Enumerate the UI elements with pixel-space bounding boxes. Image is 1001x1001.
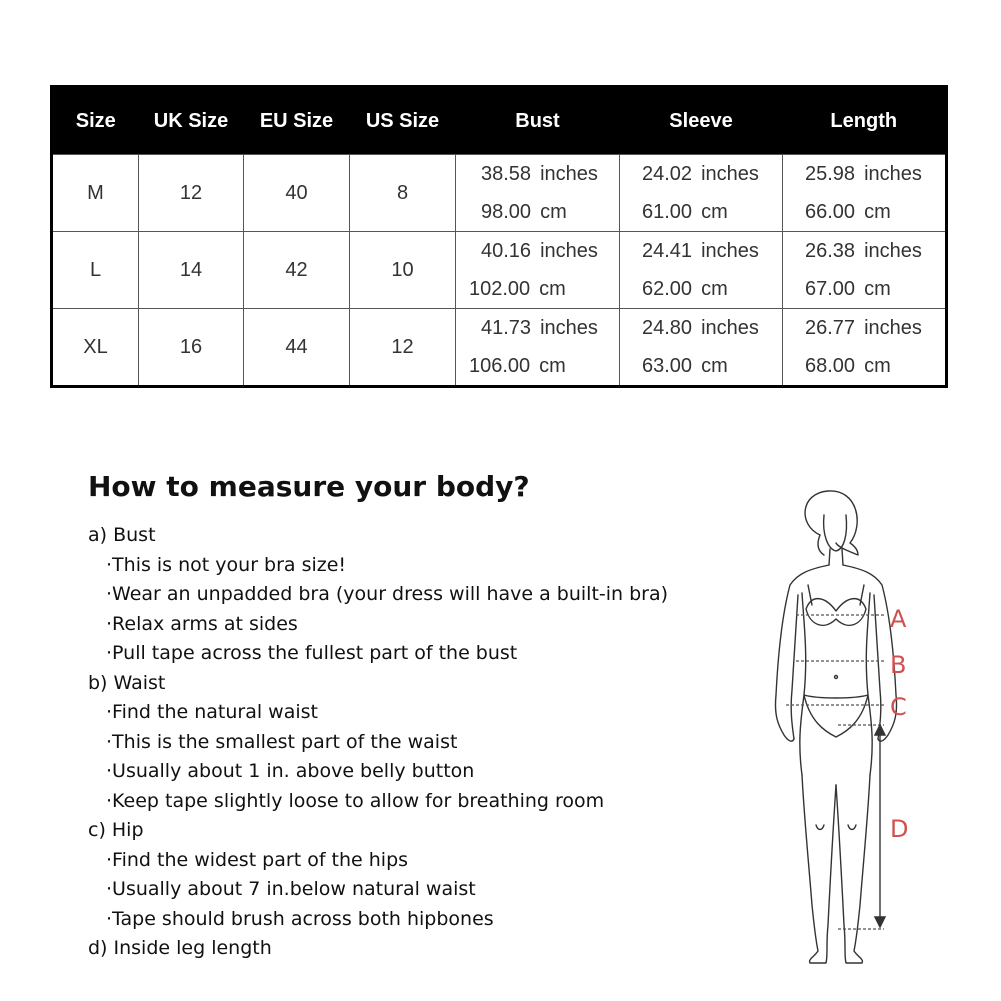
body-outline-icon xyxy=(758,485,928,965)
cell-sleeve xyxy=(620,309,783,387)
length-cm-value: 66.00 xyxy=(805,201,856,223)
label-d: D xyxy=(890,815,909,843)
cell-sleeve xyxy=(620,232,783,309)
unit-cm-label: cm xyxy=(701,355,728,377)
instruction-item: ·Keep tape slightly loose to allow for breathing room xyxy=(106,789,605,812)
cell-uk-size: 16 xyxy=(139,309,244,387)
header-length: Length xyxy=(783,87,947,155)
sleeve-cm-value: 62.00 xyxy=(642,278,693,300)
length-inches-value: 26.77 xyxy=(805,317,856,339)
section-heading-bust: a) Bust xyxy=(88,524,156,546)
cell-length xyxy=(783,309,947,387)
instruction-item: ·This is the smallest part of the waist xyxy=(106,730,458,753)
cell-uk-size: 14 xyxy=(139,232,244,309)
bust-cm-value: 98.00 xyxy=(481,201,532,223)
bust-inches-value: 40.16 xyxy=(481,240,532,262)
length-cm-value: 67.00 xyxy=(805,278,856,300)
cell-length xyxy=(783,155,947,232)
cell-bust xyxy=(456,309,620,387)
sleeve-cm-value: 61.00 xyxy=(642,201,693,223)
unit-cm-label: cm xyxy=(864,355,891,377)
instruction-item: ·Usually about 1 in. above belly button xyxy=(106,760,475,782)
bust-inches-value: 41.73 xyxy=(481,317,532,339)
sleeve-inches-value: 24.02 xyxy=(642,163,693,185)
unit-inches-label: inches xyxy=(864,240,922,262)
length-cm-value: 68.00 xyxy=(805,355,856,377)
sleeve-cm-value: 63.00 xyxy=(642,355,693,377)
cell-bust xyxy=(456,232,620,309)
table-row xyxy=(52,232,947,309)
sleeve-inches-value: 24.41 xyxy=(642,240,693,262)
table-row xyxy=(52,309,947,387)
section-heading-waist: b) Waist xyxy=(88,671,166,694)
bust-inches-value: 38.58 xyxy=(481,163,532,185)
instruction-item: ·Tape should brush across both hipbones xyxy=(106,907,494,930)
cell-size: XL xyxy=(52,309,139,387)
cell-size: M xyxy=(52,155,139,232)
bust-cm-value: 102.00 xyxy=(469,278,531,300)
unit-inches-label: inches xyxy=(540,240,598,262)
cell-us-size: 8 xyxy=(350,155,456,232)
unit-cm-label: cm xyxy=(701,278,728,300)
header-size: Size xyxy=(52,87,139,155)
header-sleeve: Sleeve xyxy=(620,87,783,155)
bust-cm-value: 106.00 xyxy=(469,355,531,377)
unit-inches-label: inches xyxy=(864,317,922,339)
unit-cm-label: cm xyxy=(540,201,567,223)
header-bust: Bust xyxy=(456,87,620,155)
label-b: B xyxy=(890,651,907,679)
body-measurement-illustration xyxy=(758,485,928,965)
guide-title: How to measure your body? xyxy=(88,470,530,503)
cell-us-size: 10 xyxy=(350,232,456,309)
instruction-item: ·Wear an unpadded bra (your dress will have a built-in bra) xyxy=(106,583,669,605)
section-heading-inside-leg: d) Inside leg length xyxy=(88,937,272,959)
header-uk-size: UK Size xyxy=(139,87,244,155)
length-inches-value: 25.98 xyxy=(805,163,856,185)
unit-cm-label: cm xyxy=(539,278,566,300)
instruction-item: ·Usually about 7 in.below natural waist xyxy=(106,878,476,900)
unit-inches-label: inches xyxy=(701,240,759,262)
measure-instructions xyxy=(88,521,768,964)
unit-inches-label: inches xyxy=(540,163,598,185)
label-a: A xyxy=(890,605,907,633)
unit-inches-label: inches xyxy=(540,317,598,339)
size-chart-table xyxy=(50,85,948,388)
instruction-item: ·Relax arms at sides xyxy=(106,612,298,635)
unit-cm-label: cm xyxy=(539,355,566,377)
section-heading-hip: c) Hip xyxy=(88,819,144,841)
cell-length xyxy=(783,232,947,309)
instruction-item: ·This is not your bra size! xyxy=(106,553,347,576)
cell-bust xyxy=(456,155,620,232)
cell-size: L xyxy=(52,232,139,309)
cell-sleeve xyxy=(620,155,783,232)
length-inches-value: 26.38 xyxy=(805,240,856,262)
cell-eu-size: 44 xyxy=(244,309,350,387)
unit-inches-label: inches xyxy=(701,317,759,339)
unit-inches-label: inches xyxy=(864,163,922,185)
cell-eu-size: 40 xyxy=(244,155,350,232)
header-eu-size: EU Size xyxy=(244,87,350,155)
cell-uk-size: 12 xyxy=(139,155,244,232)
sleeve-inches-value: 24.80 xyxy=(642,317,693,339)
unit-cm-label: cm xyxy=(864,278,891,300)
cell-eu-size: 42 xyxy=(244,232,350,309)
header-us-size: US Size xyxy=(350,87,456,155)
unit-cm-label: cm xyxy=(864,201,891,223)
instruction-item: ·Pull tape across the fullest part of the bust xyxy=(106,642,518,664)
label-c: C xyxy=(890,693,907,721)
unit-inches-label: inches xyxy=(701,163,759,185)
table-header-row xyxy=(52,87,947,155)
table-row xyxy=(52,155,947,232)
instruction-item: ·Find the natural waist xyxy=(106,701,318,723)
cell-us-size: 12 xyxy=(350,309,456,387)
instruction-item: ·Find the widest part of the hips xyxy=(106,848,409,871)
unit-cm-label: cm xyxy=(701,201,728,223)
